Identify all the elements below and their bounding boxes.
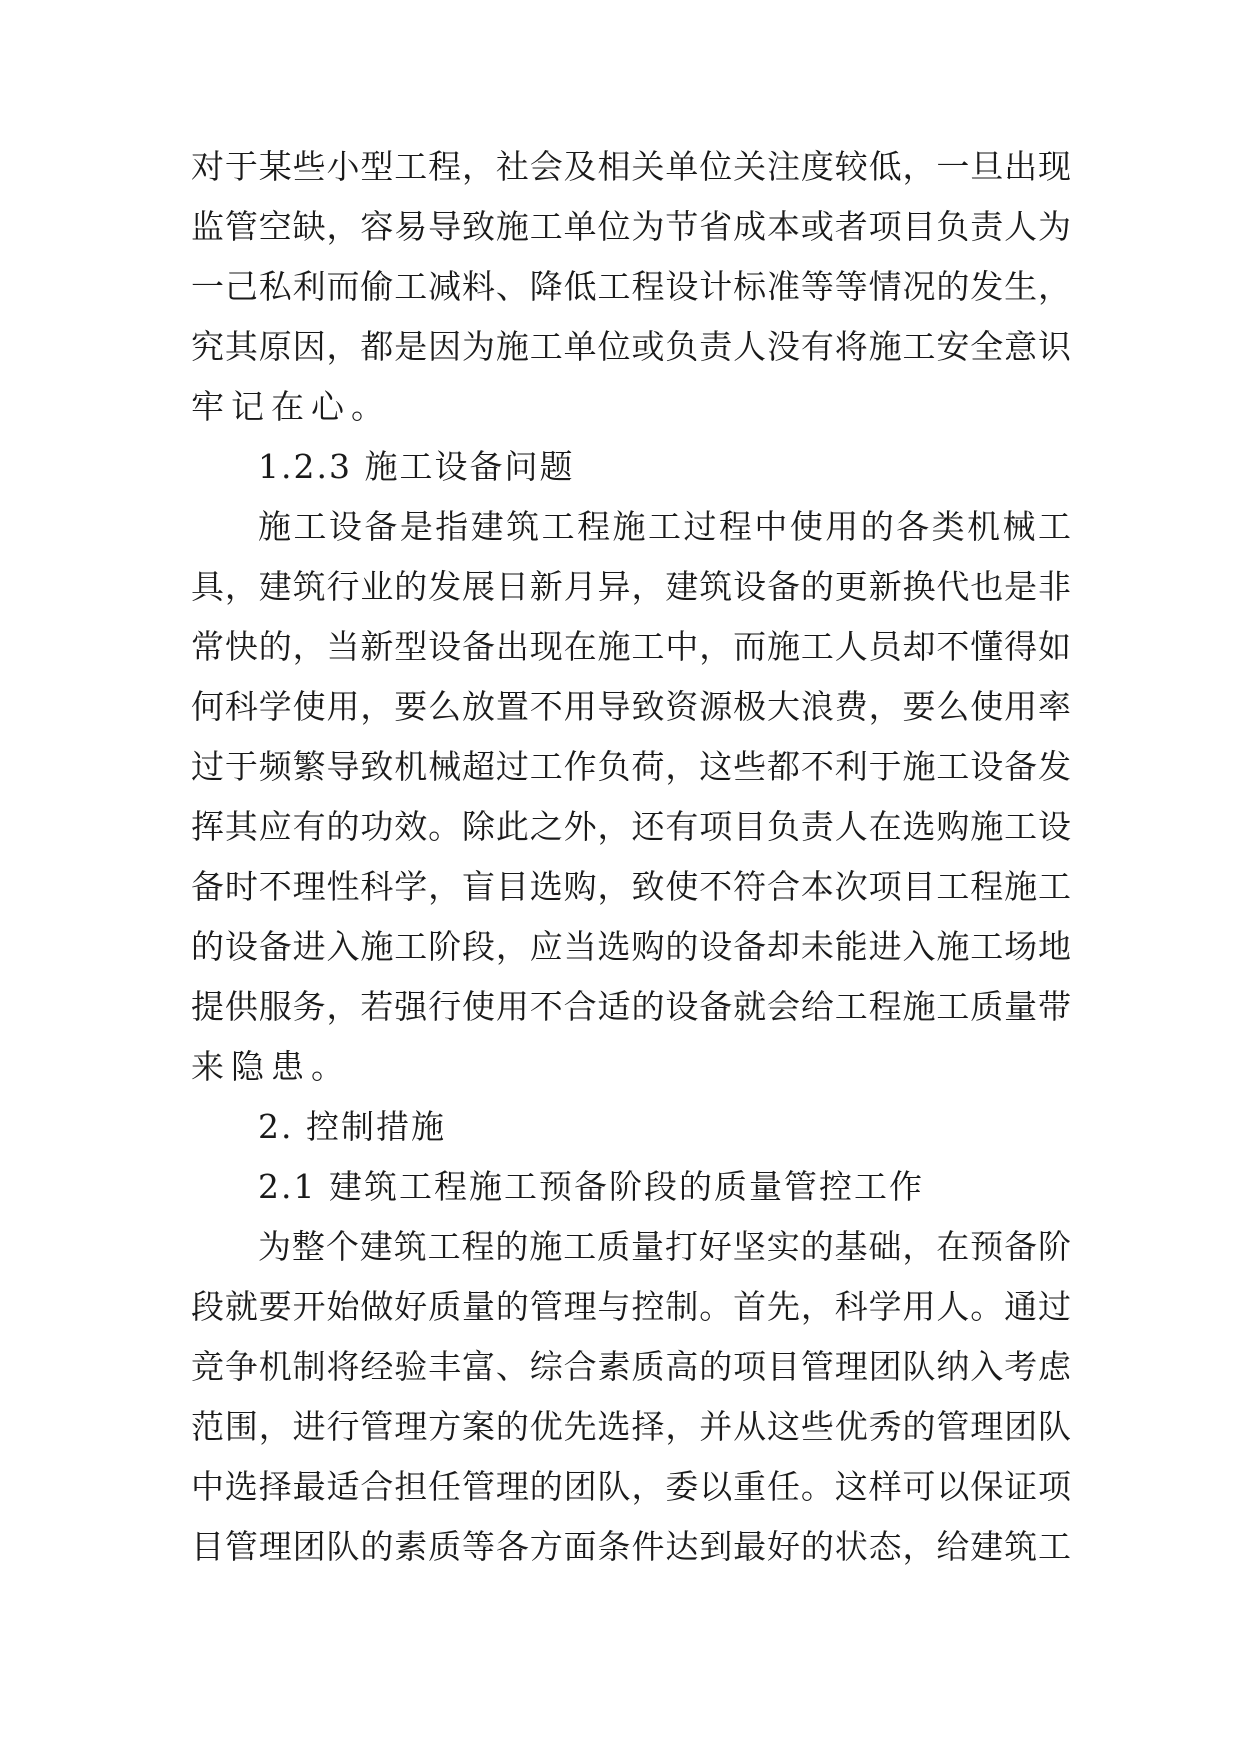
body-text-line: 段就要开始做好质量的管理与控制。首先，科学用人。通过 bbox=[191, 1287, 1071, 1326]
body-text-line: 提供服务，若强行使用不合适的设备就会给工程施工质量带 bbox=[191, 987, 1071, 1026]
body-text-line: 过于频繁导致机械超过工作负荷，这些都不利于施工设备发 bbox=[191, 747, 1071, 786]
body-text-line: 竞争机制将经验丰富、综合素质高的项目管理团队纳入考虑 bbox=[191, 1347, 1071, 1386]
body-text-line: 监管空缺，容易导致施工单位为节省成本或者项目负责人为 bbox=[191, 207, 1071, 246]
body-text-line: 何科学使用，要么放置不用导致资源极大浪费，要么使用率 bbox=[191, 687, 1071, 726]
body-text-line: 来隐患。 bbox=[191, 1047, 351, 1086]
body-text-line: 究其原因，都是因为施工单位或负责人没有将施工安全意识 bbox=[191, 327, 1071, 366]
body-text-line: 为整个建筑工程的施工质量打好坚实的基础，在预备阶 bbox=[258, 1227, 1071, 1266]
body-text-line: 的设备进入施工阶段，应当选购的设备却未能进入施工场地 bbox=[191, 927, 1071, 966]
body-text-line: 具，建筑行业的发展日新月异，建筑设备的更新换代也是非 bbox=[191, 567, 1071, 606]
section-heading: 1.2.3 施工设备问题 bbox=[258, 447, 575, 486]
body-text-line: 中选择最适合担任管理的团队，委以重任。这样可以保证项 bbox=[191, 1467, 1071, 1506]
body-text-line: 挥其应有的功效。除此之外，还有项目负责人在选购施工设 bbox=[191, 807, 1071, 846]
subsection-heading: 2.1 建筑工程施工预备阶段的质量管控工作 bbox=[258, 1167, 924, 1206]
body-text-line: 备时不理性科学，盲目选购，致使不符合本次项目工程施工 bbox=[191, 867, 1071, 906]
body-text-line: 对于某些小型工程，社会及相关单位关注度较低，一旦出现 bbox=[191, 147, 1071, 186]
body-text-line: 牢记在心。 bbox=[191, 387, 391, 426]
body-text-line: 范围，进行管理方案的优先选择，并从这些优秀的管理团队 bbox=[191, 1407, 1071, 1446]
body-text-line: 一己私利而偷工减料、降低工程设计标准等等情况的发生， bbox=[191, 267, 1071, 306]
section-heading: 2. 控制措施 bbox=[258, 1107, 446, 1146]
body-text-line: 目管理团队的素质等各方面条件达到最好的状态，给建筑工 bbox=[191, 1527, 1071, 1566]
body-text-line: 常快的，当新型设备出现在施工中，而施工人员却不懂得如 bbox=[191, 627, 1071, 666]
body-text-line: 施工设备是指建筑工程施工过程中使用的各类机械工 bbox=[258, 507, 1071, 546]
